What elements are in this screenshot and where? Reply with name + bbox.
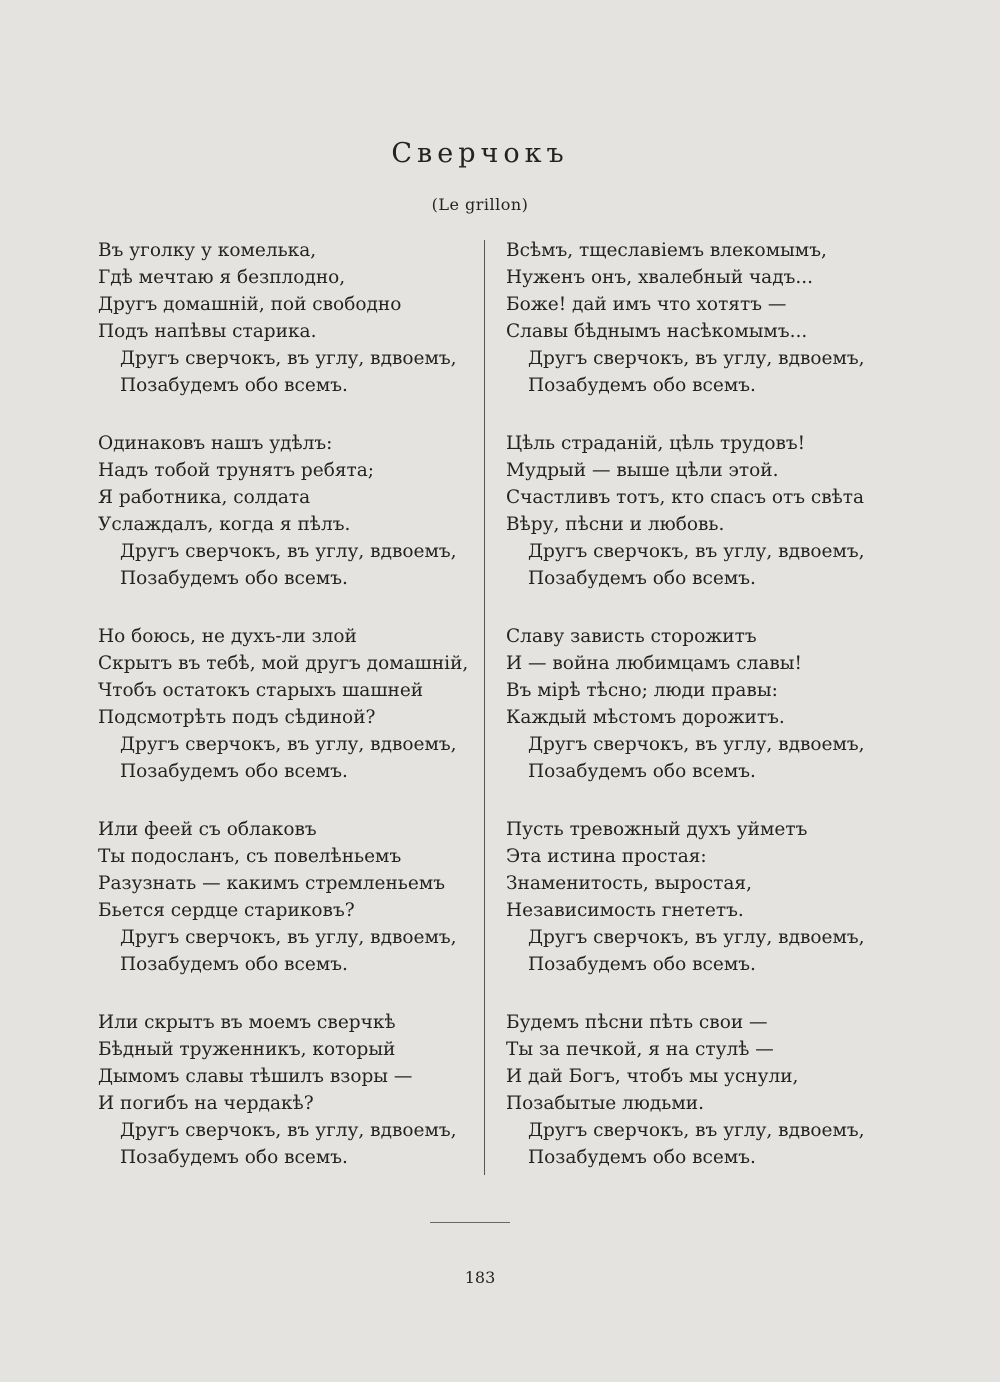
verse-line: Знаменитость, выростая,	[506, 873, 752, 894]
refrain-line: Позабудемъ обо всемъ.	[528, 375, 756, 396]
refrain-line: Другъ сверчокъ, въ углу, вдвоемъ,	[528, 348, 865, 369]
verse-line: Славу зависть сторожитъ	[506, 626, 757, 647]
verse-line: Эта истина простая:	[506, 846, 707, 867]
stanza	[506, 816, 891, 1009]
stanza	[98, 816, 483, 1009]
verse-line: Славы бѣднымъ насѣкомымъ...	[506, 321, 808, 342]
verse-line: Подъ напѣвы старика.	[98, 321, 317, 342]
verse-line: И дай Богъ, чтобъ мы уснули,	[506, 1066, 799, 1087]
stanza	[98, 430, 483, 623]
verse-line: Подсмотрѣть подъ сѣдиной?	[98, 707, 376, 728]
verse-line: Позабытые людьми.	[506, 1093, 704, 1114]
left-column	[98, 237, 483, 1202]
verse-line: Независимость гнететъ.	[506, 900, 744, 921]
verse-line: Пусть тревожный духъ уйметъ	[506, 819, 808, 840]
verse-line: Въ уголку у комелька,	[98, 240, 317, 261]
page-number: 183	[464, 1268, 496, 1287]
verse-line: Счастливъ тотъ, кто спасъ отъ свѣта	[506, 487, 865, 508]
stanza	[98, 1009, 483, 1202]
verse-line: Гдѣ мечтаю я безплодно,	[98, 267, 346, 288]
verse-line: Но боюсь, не духъ-ли злой	[98, 626, 357, 647]
verse-line: Чтобъ остатокъ старыхъ шашней	[98, 680, 424, 701]
verse-line: Ты подосланъ, съ повелѣньемъ	[98, 846, 402, 867]
stanza	[506, 1009, 891, 1202]
verse-line: Одинаковъ нашъ удѣлъ:	[98, 433, 333, 454]
right-column	[506, 237, 891, 1202]
refrain-line: Другъ сверчокъ, въ углу, вдвоемъ,	[120, 1120, 457, 1141]
verse-line: Вѣру, пѣсни и любовь.	[506, 514, 725, 535]
verse-line: Мудрый — выше цѣли этой.	[506, 460, 779, 481]
verse-line: Я работника, солдата	[98, 487, 311, 508]
refrain-line: Позабудемъ обо всемъ.	[120, 954, 348, 975]
refrain-line: Позабудемъ обо всемъ.	[528, 568, 756, 589]
verse-line: Ты за печкой, я на стулѣ —	[506, 1039, 774, 1060]
refrain-line: Другъ сверчокъ, въ углу, вдвоемъ,	[528, 927, 865, 948]
verse-line: Всѣмъ, тщеславiемъ влекомымъ,	[506, 240, 827, 261]
verse-line: Бьется сердце стариковъ?	[98, 900, 355, 921]
verse-line: Или скрытъ въ моемъ сверчкѣ	[98, 1012, 396, 1033]
refrain-line: Позабудемъ обо всемъ.	[120, 761, 348, 782]
verse-line: Цѣль страданiй, цѣль трудовъ!	[506, 433, 806, 454]
verse-line: И погибъ на чердакѣ?	[98, 1093, 314, 1114]
refrain-line: Позабудемъ обо всемъ.	[120, 568, 348, 589]
stanza	[98, 623, 483, 816]
footer-rule	[430, 1222, 510, 1223]
stanza	[98, 237, 483, 430]
refrain-line: Позабудемъ обо всемъ.	[528, 954, 756, 975]
verse-line: Будемъ пѣсни пѣть свои —	[506, 1012, 768, 1033]
verse-line: Боже! дай имъ что хотятъ —	[506, 294, 787, 315]
verse-line: И — война любимцамъ славы!	[506, 653, 802, 674]
refrain-line: Другъ сверчокъ, въ углу, вдвоемъ,	[528, 1120, 865, 1141]
poem-title: Сверчокъ	[391, 138, 569, 169]
stanza	[506, 237, 891, 430]
verse-line: Скрытъ въ тебѣ, мой другъ домашнiй,	[98, 653, 469, 674]
verse-line: Надъ тобой трунятъ ребята;	[98, 460, 375, 481]
verse-line: Бѣдный труженникъ, который	[98, 1039, 396, 1060]
verse-line: Каждый мѣстомъ дорожитъ.	[506, 707, 785, 728]
stanza	[506, 430, 891, 623]
stanza	[506, 623, 891, 816]
column-divider	[484, 240, 485, 1175]
refrain-line: Другъ сверчокъ, въ углу, вдвоемъ,	[120, 734, 457, 755]
verse-line: Или феей съ облаковъ	[98, 819, 317, 840]
verse-line: Дымомъ славы тѣшилъ взоры —	[98, 1066, 413, 1087]
refrain-line: Позабудемъ обо всемъ.	[120, 1147, 348, 1168]
verse-line: Другъ домашнiй, пой свободно	[98, 294, 402, 315]
refrain-line: Другъ сверчокъ, въ углу, вдвоемъ,	[120, 348, 457, 369]
refrain-line: Позабудемъ обо всемъ.	[120, 375, 348, 396]
verse-line: Нуженъ онъ, хвалебный чадъ...	[506, 267, 814, 288]
verse-line: Разузнать — какимъ стремленьемъ	[98, 873, 445, 894]
refrain-line: Другъ сверчокъ, въ углу, вдвоемъ,	[120, 541, 457, 562]
verse-line: Услаждалъ, когда я пѣлъ.	[98, 514, 351, 535]
refrain-line: Другъ сверчокъ, въ углу, вдвоемъ,	[528, 541, 865, 562]
refrain-line: Позабудемъ обо всемъ.	[528, 1147, 756, 1168]
refrain-line: Позабудемъ обо всемъ.	[528, 761, 756, 782]
refrain-line: Другъ сверчокъ, въ углу, вдвоемъ,	[528, 734, 865, 755]
verse-line: Въ мiрѣ тѣсно; люди правы:	[506, 680, 778, 701]
poem-subtitle: (Le grillon)	[431, 195, 529, 214]
refrain-line: Другъ сверчокъ, въ углу, вдвоемъ,	[120, 927, 457, 948]
